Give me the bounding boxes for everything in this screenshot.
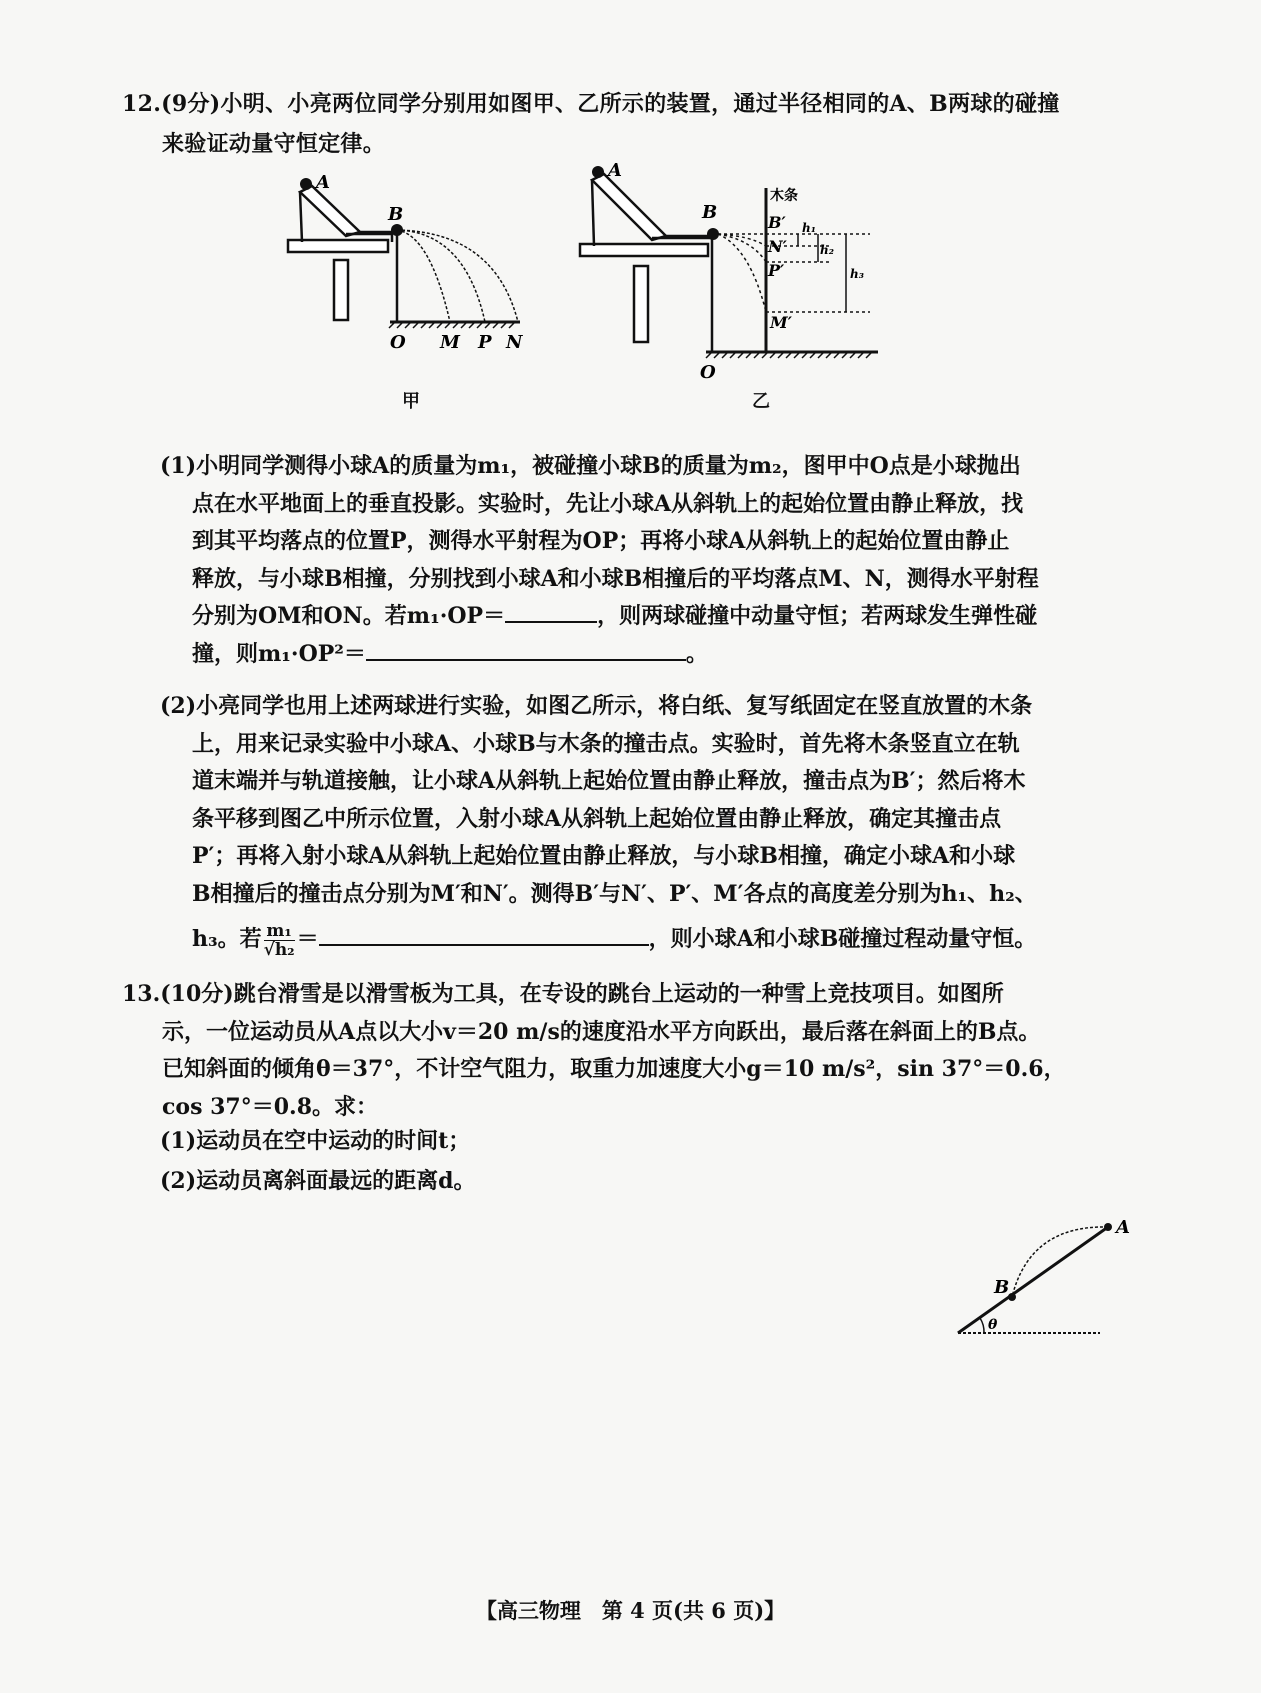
fig-jia-label-B: B bbox=[388, 204, 404, 225]
fig-jia-label-P: P bbox=[478, 332, 492, 353]
fig-yi-label-Mp: M′ bbox=[770, 313, 792, 332]
fig-jia-label-N: N bbox=[506, 332, 523, 353]
q12-p1-line1: (1)小明同学测得小球A的质量为m₁，被碰撞小球B的质量为m₂，图甲中O点是小球抛出 bbox=[160, 453, 1021, 479]
q12-title-line1: 12.(9分)小明、小亮两位同学分别用如图甲、乙所示的装置，通过半径相同的A、B两球的碰撞 bbox=[122, 91, 1060, 117]
answer-blank-2[interactable] bbox=[366, 637, 686, 661]
fraction-m1-over-sqrt-h2 bbox=[264, 922, 295, 959]
fig-yi-label-Bp: B′ bbox=[768, 213, 786, 232]
answer-blank-1[interactable] bbox=[505, 599, 597, 623]
fraction-numerator: m₁ bbox=[264, 922, 295, 941]
q12-p2-line7c: ，则小球A和小球B碰撞过程动量守恒。 bbox=[648, 926, 1037, 952]
q12-p2-line7b: ＝ bbox=[296, 926, 319, 952]
answer-blank-3[interactable] bbox=[319, 922, 649, 946]
q13-line3: 已知斜面的倾角θ＝37°，不计空气阻力，取重力加速度大小g＝10 m/s²，sin 37°＝0.6， bbox=[162, 1056, 1066, 1082]
fig-yi-label-Np: N′ bbox=[768, 237, 787, 256]
q12-p2-line7a: h₃。若 bbox=[192, 926, 262, 952]
q12-p2-line1: (2)小亮同学也用上述两球进行实验，如图乙所示，将白纸、复写纸固定在竖直放置的木条 bbox=[160, 693, 1033, 719]
q12-p1-line3: 到其平均落点的位置P，测得水平射程为OP；再将小球A从斜轨上的起始位置由静止 bbox=[192, 528, 1010, 554]
fig13-label-A: A bbox=[1116, 1217, 1130, 1238]
q12-p2-line6: B相撞后的撞击点分别为M′和N′。测得B′与N′、P′、M′各点的高度差分别为h₁、h₂、 bbox=[192, 880, 1037, 907]
fig-yi-label-B: B bbox=[702, 202, 718, 223]
fig-yi-label-h2: h₂ bbox=[820, 243, 834, 257]
q13-line1: 13.(10分)跳台滑雪是以滑雪板为工具，在专设的跳台上运动的一种雪上竞技项目。如图所 bbox=[122, 981, 1004, 1007]
q12-p2-line3: 道末端并与轨道接触，让小球A从斜轨上起始位置由静止释放，撞击点为B′；然后将木 bbox=[192, 768, 1026, 794]
q13-body bbox=[122, 976, 1066, 1126]
fig-yi-label-A: A bbox=[608, 160, 622, 181]
q12-p2-line4: 条平移到图乙中所示位置，入射小球A从斜轨上起始位置由静止释放，确定其撞击点 bbox=[192, 805, 1002, 832]
figure-jia bbox=[280, 170, 570, 390]
fig-yi-label-Pp: P′ bbox=[768, 261, 785, 280]
figure-ski-slope bbox=[950, 1205, 1150, 1345]
q13-sub1: (1)运动员在空中运动的时间t； bbox=[160, 1128, 471, 1154]
fig-yi-label-O: O bbox=[700, 362, 716, 383]
fig-jia-label-O: O bbox=[390, 332, 406, 353]
q13-line2: 示，一位运动员从A点以大小v＝20 m/s的速度沿水平方向跃出，最后落在斜面上的B点。 bbox=[162, 1018, 1041, 1045]
q12-p1-line2: 点在水平地面上的垂直投影。实验时，先让小球A从斜轨上的起始位置由静止释放，找 bbox=[192, 490, 1024, 517]
fig-yi-label-h1: h₁ bbox=[802, 221, 816, 235]
q13-sub2: (2)运动员离斜面最远的距离d。 bbox=[160, 1168, 476, 1194]
fig-jia-caption: 甲 bbox=[402, 391, 420, 412]
q12-p1-line5a: 分别为OM和ON。若m₁·OP＝ bbox=[192, 603, 506, 629]
fig-yi-label-h3: h₃ bbox=[850, 267, 864, 281]
fig-yi-label-mutiao: 木条 bbox=[770, 188, 798, 204]
fig-yi-caption: 乙 bbox=[752, 391, 770, 412]
q12-p2-line5: P′；再将入射小球A从斜轨上起始位置由静止释放，与小球B相撞，确定小球A和小球 bbox=[192, 843, 1016, 869]
fig13-label-B: B bbox=[994, 1277, 1010, 1298]
page-footer: 【高三物理 第 4 页(共 6 页)】 bbox=[475, 1598, 786, 1623]
figure-yi bbox=[570, 158, 890, 388]
q12-part1 bbox=[160, 448, 1039, 673]
q13-line4: cos 37°＝0.8。求： bbox=[162, 1093, 379, 1120]
fig-jia-label-M: M bbox=[440, 332, 460, 353]
q12-p1-line5b: ，则两球碰撞中动量守恒；若两球发生弹性碰 bbox=[597, 603, 1038, 629]
fig13-label-theta: θ bbox=[988, 1317, 998, 1333]
q12-p1-line6a: 撞，则m₁·OP²＝ bbox=[192, 640, 366, 667]
fraction-denominator: √h₂ bbox=[263, 939, 295, 960]
q12-title-line2: 来验证动量守恒定律。 bbox=[162, 131, 386, 157]
fig-jia-label-A: A bbox=[316, 172, 330, 193]
q12-p2-line2: 上，用来记录实验中小球A、小球B与木条的撞击点。实验时，首先将木条竖直立在轨 bbox=[192, 730, 1020, 757]
q12-part2 bbox=[160, 688, 1037, 959]
q12-p1-line6b: 。 bbox=[685, 640, 708, 667]
q12-p1-line4: 释放，与小球B相撞，分别找到小球A和小球B相撞后的平均落点M、N，测得水平射程 bbox=[192, 565, 1039, 592]
